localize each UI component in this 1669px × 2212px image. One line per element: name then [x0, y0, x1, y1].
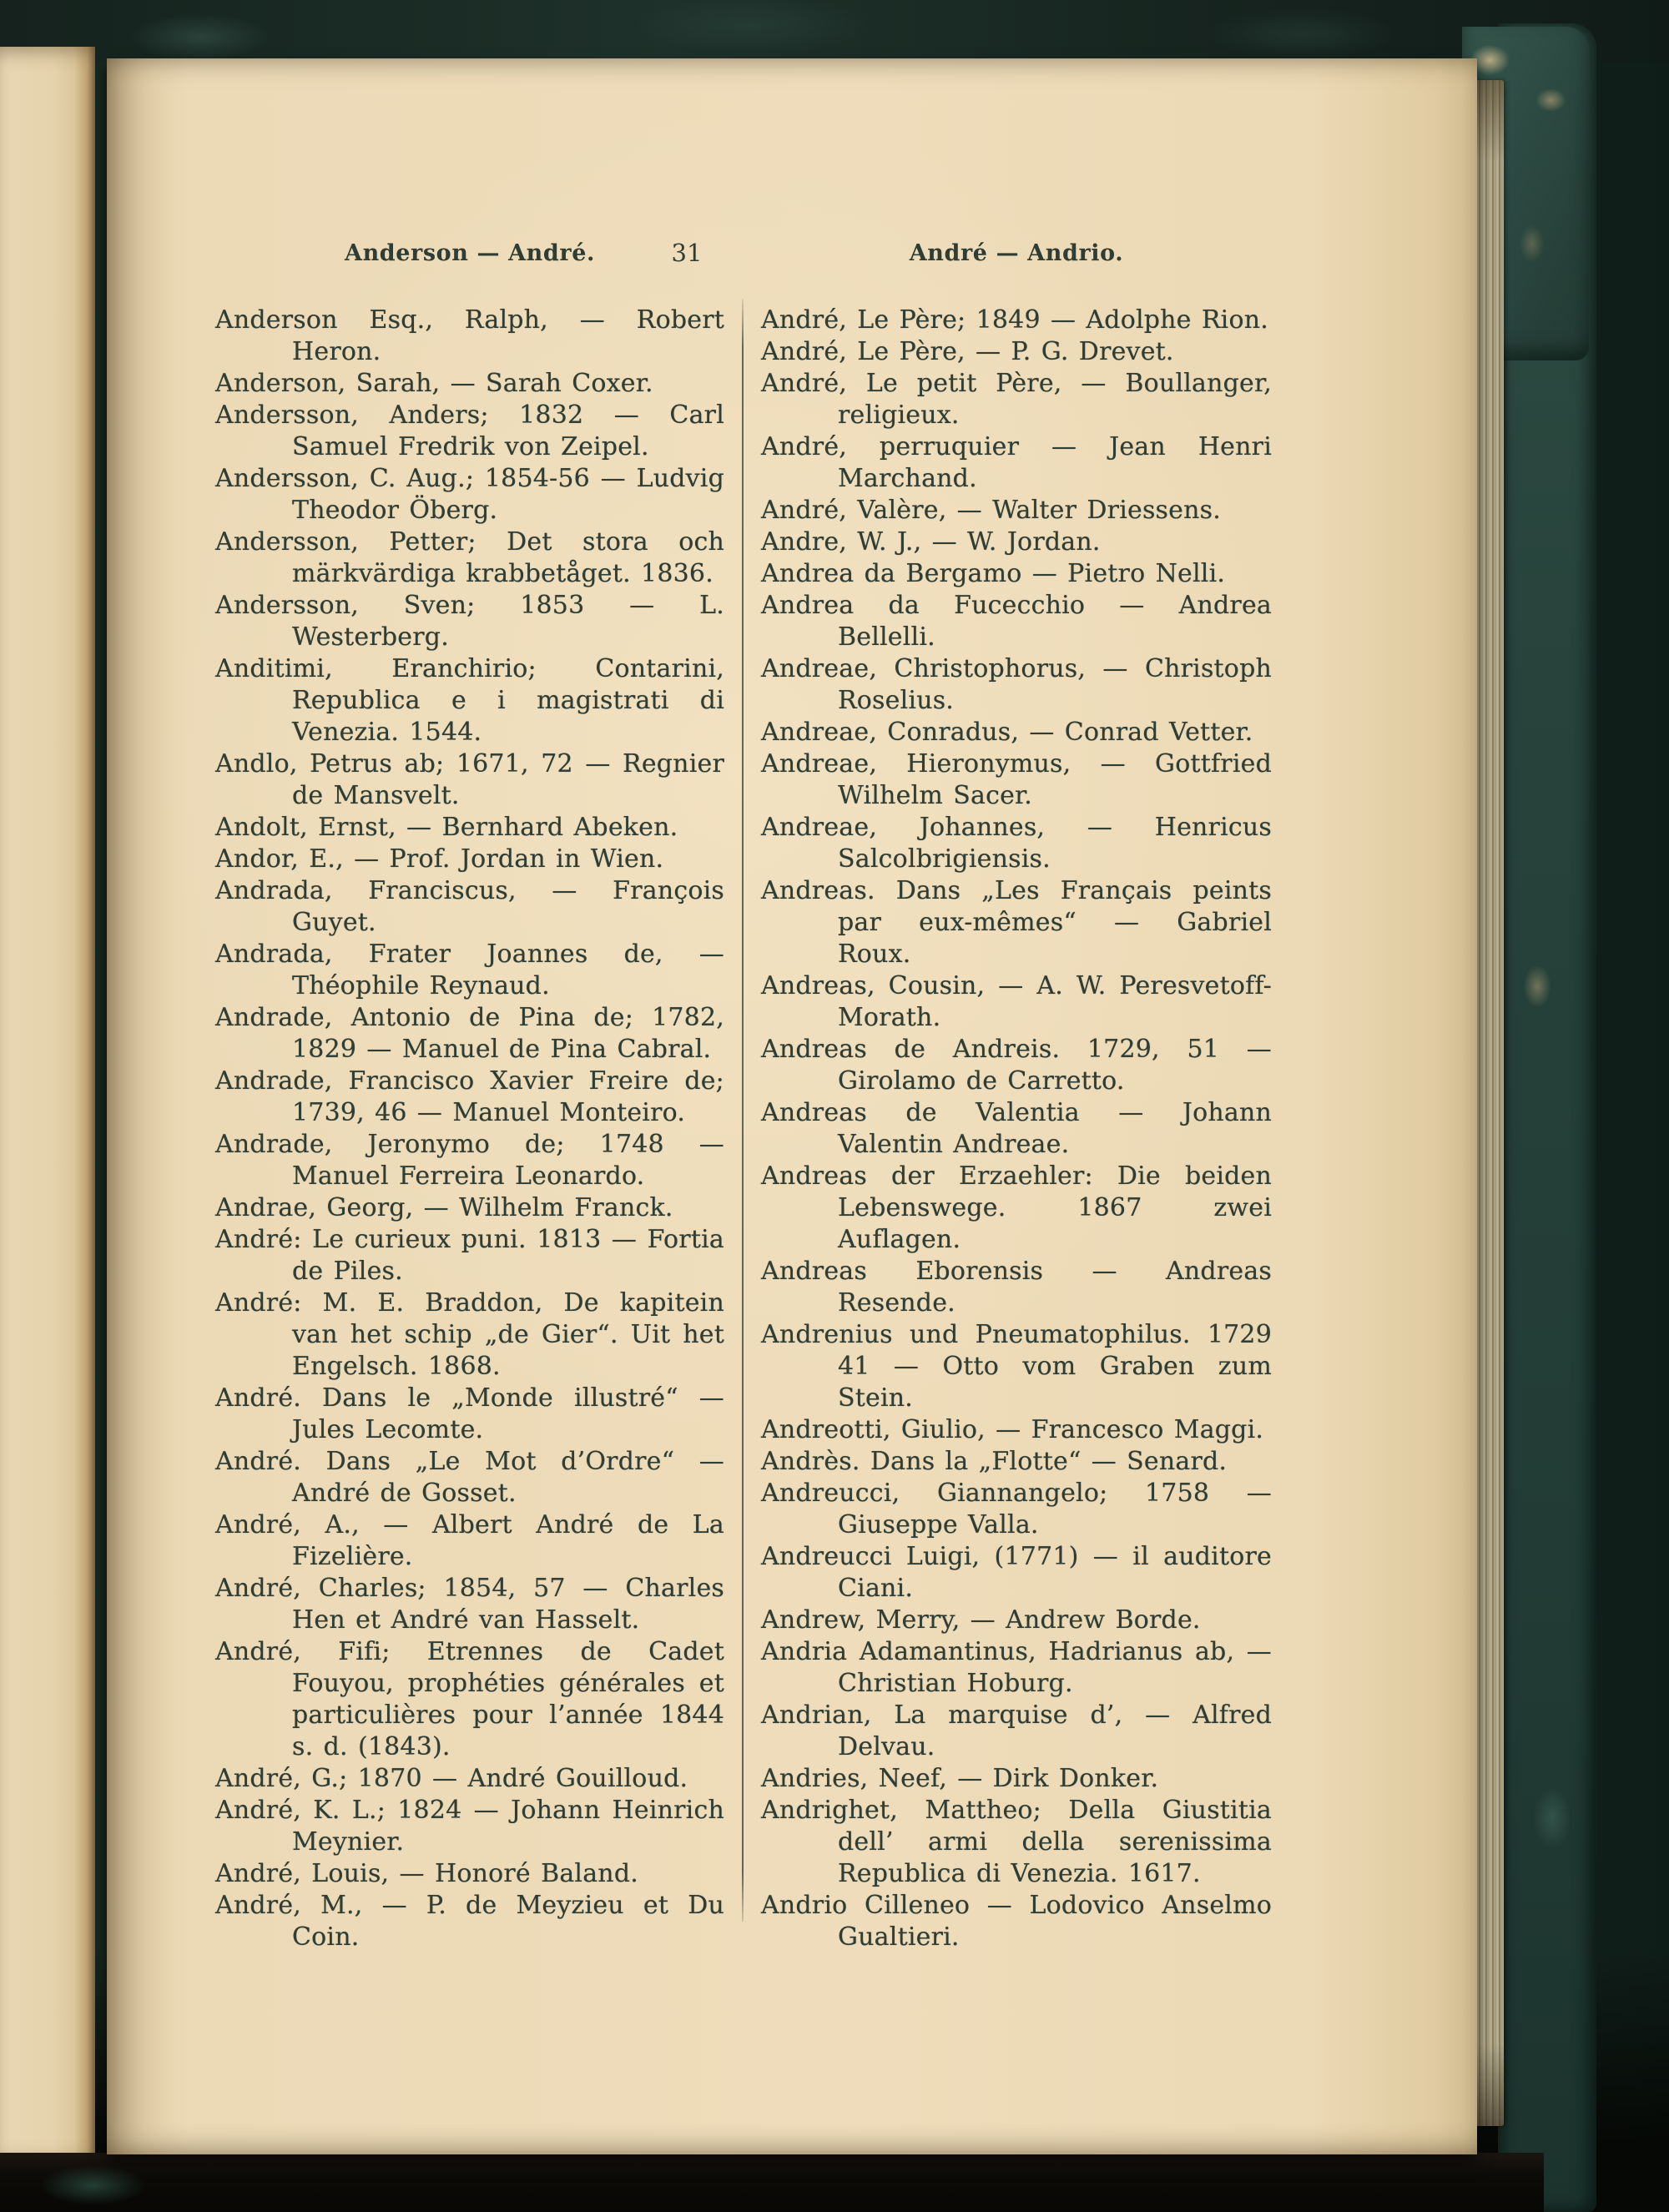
index-entry: Andrio Cilleneo — Lodovico Anselmo Gualtieri. [761, 1891, 1272, 1952]
index-entry: Andreotti, Giulio, — Francesco Maggi. [761, 1415, 1264, 1444]
index-entry: André, Le Père; 1849 — Adolphe Rion. [761, 305, 1268, 335]
index-entry: André, Fifi; Etrennes de Cadet Fouyou, prophéties générales et particulières pour l’année 1844 s. d. (1843). [215, 1637, 724, 1761]
index-entry: Andreae, Christophorus, — Christoph Roselius. [761, 654, 1272, 715]
index-entry: Andrea da Bergamo — Pietro Nelli. [761, 559, 1226, 588]
index-entry: Andrade, Francisco Xavier Freire de; 1739, 46 — Manuel Monteiro. [215, 1066, 724, 1127]
index-entry: Anderson Esq., Ralph, — Robert Heron. [215, 305, 724, 366]
index-entry: Andrae, Georg, — Wilhelm Franck. [215, 1193, 673, 1222]
index-entry: Andrian, La marquise d’, — Alfred Delvau. [761, 1701, 1272, 1761]
index-entry: Andrès. Dans la „Flotte“ — Senard. [761, 1447, 1228, 1476]
index-entry: André, G.; 1870 — André Gouilloud. [215, 1764, 688, 1793]
index-entry: André, Valère, — Walter Driessens. [761, 496, 1221, 525]
index-entry: André, perruquier — Jean Henri Marchand. [761, 432, 1272, 493]
index-entry: Andersson, C. Aug.; 1854-56 — Ludvig Theodor Öberg. [215, 464, 724, 525]
index-entry: Anderson, Sarah, — Sarah Coxer. [215, 369, 653, 398]
index-entry: André, Le Père, — P. G. Drevet. [761, 337, 1174, 366]
index-entry: André, M., — P. de Meyzieu et Du Coin. [215, 1891, 724, 1952]
index-entry: Andria Adamantinus, Hadrianus ab, — Christian Hoburg. [761, 1637, 1272, 1698]
index-entry: Andrade, Antonio de Pina de; 1782, 1829 — Manuel de Pina Cabral. [215, 1003, 724, 1064]
index-entry: André, Le petit Père, — Boullanger, religieux. [761, 369, 1272, 430]
index-entry: Andreas. Dans „Les Français peints par eux-mêmes“ — Gabriel Roux. [761, 876, 1272, 969]
index-entry: Andrighet, Mattheo; Della Giustitia dell’ armi della serenissima Republica di Venezia. 1617. [761, 1796, 1272, 1888]
index-entry: Andries, Neef, — Dirk Donker. [761, 1764, 1159, 1793]
index-entry: Andreas der Erzaehler: Die beiden Lebenswege. 1867 zwei Auflagen. [761, 1161, 1272, 1254]
index-entry: Andreae, Hieronymus, — Gottfried Wilhelm Sacer. [761, 749, 1272, 810]
index-entry: Andersson, Anders; 1832 — Carl Samuel Fredrik von Zeipel. [215, 401, 724, 461]
running-header-right: André — Andrio. [909, 240, 1124, 266]
index-entry: Andersson, Sven; 1853 — L. Westerberg. [215, 591, 724, 652]
index-entry: André. Dans „Le Mot d’Ordre“ — André de Gosset. [215, 1447, 724, 1508]
right-column [761, 305, 1272, 1953]
index-entry: Andor, E., — Prof. Jordan in Wien. [215, 844, 664, 874]
index-entry: André, A., — Albert André de La Fizelière. [215, 1510, 724, 1571]
index-entry: Andlo, Petrus ab; 1671, 72 — Regnier de Mansvelt. [215, 749, 724, 810]
index-entry: Andreas, Cousin, — A. W. Peresvetoff-Morath. [761, 971, 1272, 1032]
index-entry: Andrea da Fucecchio — Andrea Bellelli. [761, 591, 1272, 652]
book-cover-top-edge [0, 0, 1669, 62]
index-entry: Andreucci, Giannangelo; 1758 — Giuseppe Valla. [761, 1479, 1272, 1539]
left-column [215, 305, 724, 1953]
index-entry: Andreas Eborensis — Andreas Resende. [761, 1257, 1272, 1318]
running-header-left: Anderson — André. [345, 240, 595, 266]
index-entry: Andrada, Franciscus, — François Guyet. [215, 876, 724, 937]
index-entry: Andrada, Frater Joannes de, — Théophile Reynaud. [215, 940, 724, 1000]
page-number: 31 [671, 239, 703, 267]
index-entry: Andreae, Johannes, — Henricus Salcolbrigiensis. [761, 813, 1272, 874]
column-divider-rule [742, 299, 744, 1922]
index-entry: Andersson, Petter; Det stora och märkvärdiga krabbetåget. 1836. [215, 527, 724, 588]
index-entry: Andrade, Jeronymo de; 1748 — Manuel Ferreira Leonardo. [215, 1130, 724, 1191]
index-entry: André, Charles; 1854, 57 — Charles Hen et André van Hasselt. [215, 1574, 724, 1635]
index-entry: André: M. E. Braddon, De kapitein van het schip „de Gier“. Uit het Engelsch. 1868. [215, 1288, 724, 1381]
book-bottom-shadow [0, 2153, 1544, 2212]
index-entry: André: Le curieux puni. 1813 — Fortia de Piles. [215, 1225, 724, 1286]
book-page [107, 58, 1477, 2154]
index-entry: Andrew, Merry, — Andrew Borde. [761, 1605, 1201, 1635]
index-entry: André, Louis, — Honoré Baland. [215, 1859, 638, 1888]
index-entry: Andreas de Valentia — Johann Valentin Andreae. [761, 1098, 1272, 1159]
index-entry: Anditimi, Eranchirio; Contarini, Republica e i magistrati di Venezia. 1544. [215, 654, 724, 747]
index-entry: André. Dans le „Monde illustré“ — Jules Lecomte. [215, 1383, 724, 1444]
previous-page-edge [0, 47, 95, 2161]
index-entry: Andreae, Conradus, — Conrad Vetter. [761, 718, 1253, 747]
index-entry: Andrenius und Pneumatophilus. 1729 41 — Otto vom Graben zum Stein. [761, 1320, 1272, 1413]
index-entry: André, K. L.; 1824 — Johann Heinrich Meynier. [215, 1796, 724, 1857]
index-entry: Andreucci Luigi, (1771) — il auditore Ciani. [761, 1542, 1272, 1603]
index-entry: Andolt, Ernst, — Bernhard Abeken. [215, 813, 678, 842]
index-entry: Andreas de Andreis. 1729, 51 — Girolamo de Carretto. [761, 1035, 1272, 1096]
index-entry: Andre, W. J., — W. Jordan. [761, 527, 1101, 557]
